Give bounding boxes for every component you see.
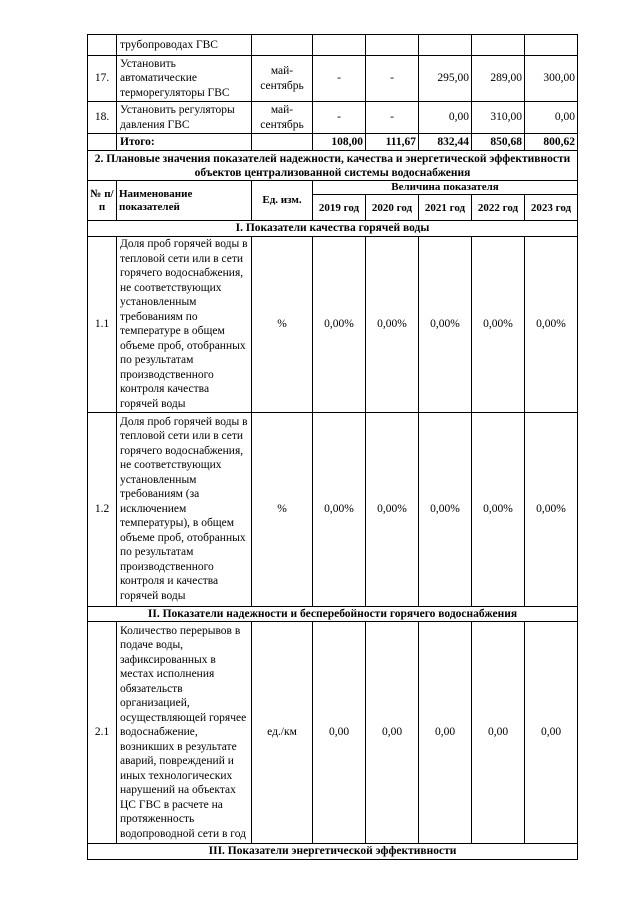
cell-2019: - xyxy=(313,102,366,134)
cell-2022: 0,00% xyxy=(472,412,525,606)
section-title: 2. Плановые значения показателей надежности, качества и энергетической эффективности объектов централизованной системы водоснабжения xyxy=(88,151,578,181)
cell-2020: 0,00% xyxy=(366,236,419,412)
cell-2020: - xyxy=(366,102,419,134)
row-name: Доля проб горячей воды в тепловой сети или в сети горячего водоснабжения, не соответствующих установленным требованиям (за исключением температуры), в общем объеме проб, отобранных по результатам производственного контроля и качества горячей воды xyxy=(117,412,252,606)
group-title-row xyxy=(88,606,578,622)
cell-2022: 310,00 xyxy=(472,102,525,134)
cell-2022 xyxy=(472,35,525,56)
cell-2022: 289,00 xyxy=(472,56,525,102)
table-row xyxy=(88,622,578,844)
cell-2020: 0,00% xyxy=(366,412,419,606)
header-row xyxy=(88,181,578,195)
total-2021: 832,44 xyxy=(419,134,472,151)
header-name: Наименование показателей xyxy=(117,181,252,221)
cell-2022: 0,00 xyxy=(472,622,525,844)
group-title: III. Показатели энергетической эффективности xyxy=(88,844,578,860)
group-title: I. Показатели качества горячей воды xyxy=(88,221,578,237)
table-row xyxy=(88,56,578,102)
cell-2023: 0,00% xyxy=(525,236,578,412)
data-table xyxy=(87,34,578,860)
cell-2023: 0,00 xyxy=(525,622,578,844)
group-title-row xyxy=(88,844,578,860)
group-title: II. Показатели надежности и бесперебойности горячего водоснабжения xyxy=(88,606,578,622)
cell-2021: 0,00 xyxy=(419,102,472,134)
cell-2020 xyxy=(366,35,419,56)
row-name: Установить регуляторы давления ГВС xyxy=(117,102,252,134)
cell-2021: 0,00% xyxy=(419,236,472,412)
year-2023: 2023 год xyxy=(525,195,578,221)
row-unit: ед./км xyxy=(252,622,313,844)
cell-2021 xyxy=(419,35,472,56)
cell-2019: 0,00 xyxy=(313,622,366,844)
cell-2020: 0,00 xyxy=(366,622,419,844)
cell-2023: 300,00 xyxy=(525,56,578,102)
row-period xyxy=(252,35,313,56)
cell-2021: 0,00% xyxy=(419,412,472,606)
row-name: Количество перерывов в подаче воды, зафиксированных в местах исполнения обязательств организацией, осуществляющей горячее водоснабжение, возникших в результате аварий, повреждений и иных технологических нарушений на объектах ЦС ГВС в расчете на протяженность водопроводной сети в год xyxy=(117,622,252,844)
row-number: 18. xyxy=(88,102,117,134)
row-period: май-сентябрь xyxy=(252,56,313,102)
cell-2023: 0,00 xyxy=(525,102,578,134)
table-row xyxy=(88,412,578,606)
year-2020: 2020 год xyxy=(366,195,419,221)
total-2023: 800,62 xyxy=(525,134,578,151)
total-label: Итого: xyxy=(117,134,252,151)
row-number: 2.1 xyxy=(88,622,117,844)
row-name: Установить автоматические терморегуляторы ГВС xyxy=(117,56,252,102)
cell-2019: - xyxy=(313,56,366,102)
header-value: Величина показателя xyxy=(313,181,578,195)
table-row xyxy=(88,35,578,56)
row-unit: % xyxy=(252,412,313,606)
table-row xyxy=(88,102,578,134)
cell-2023 xyxy=(525,35,578,56)
row-name: трубопроводах ГВС xyxy=(117,35,252,56)
header-num: № п/п xyxy=(88,181,117,221)
row-number: 17. xyxy=(88,56,117,102)
row-number: 1.1 xyxy=(88,236,117,412)
cell-2022: 0,00% xyxy=(472,236,525,412)
year-2019: 2019 год xyxy=(313,195,366,221)
row-unit: % xyxy=(252,236,313,412)
header-unit: Ед. изм. xyxy=(252,181,313,221)
row-name: Доля проб горячей воды в тепловой сети или в сети горячего водоснабжения, не соответствующих установленным требованиям по температуре в общем объеме проб, отобранных по результатам производственного контроля качества горячей воды xyxy=(117,236,252,412)
cell-2021: 0,00 xyxy=(419,622,472,844)
table-row xyxy=(88,236,578,412)
total-2022: 850,68 xyxy=(472,134,525,151)
group-title-row xyxy=(88,221,578,237)
row-period: май-сентябрь xyxy=(252,102,313,134)
cell-2020: - xyxy=(366,56,419,102)
total-2020: 111,67 xyxy=(366,134,419,151)
row-number: 1.2 xyxy=(88,412,117,606)
year-2021: 2021 год xyxy=(419,195,472,221)
cell-2019 xyxy=(313,35,366,56)
total-2019: 108,00 xyxy=(313,134,366,151)
cell-2019: 0,00% xyxy=(313,412,366,606)
section-title-row xyxy=(88,151,578,181)
total-row xyxy=(88,134,578,151)
cell-2023: 0,00% xyxy=(525,412,578,606)
cell-2021: 295,00 xyxy=(419,56,472,102)
row-number xyxy=(88,35,117,56)
year-2022: 2022 год xyxy=(472,195,525,221)
cell-2019: 0,00% xyxy=(313,236,366,412)
